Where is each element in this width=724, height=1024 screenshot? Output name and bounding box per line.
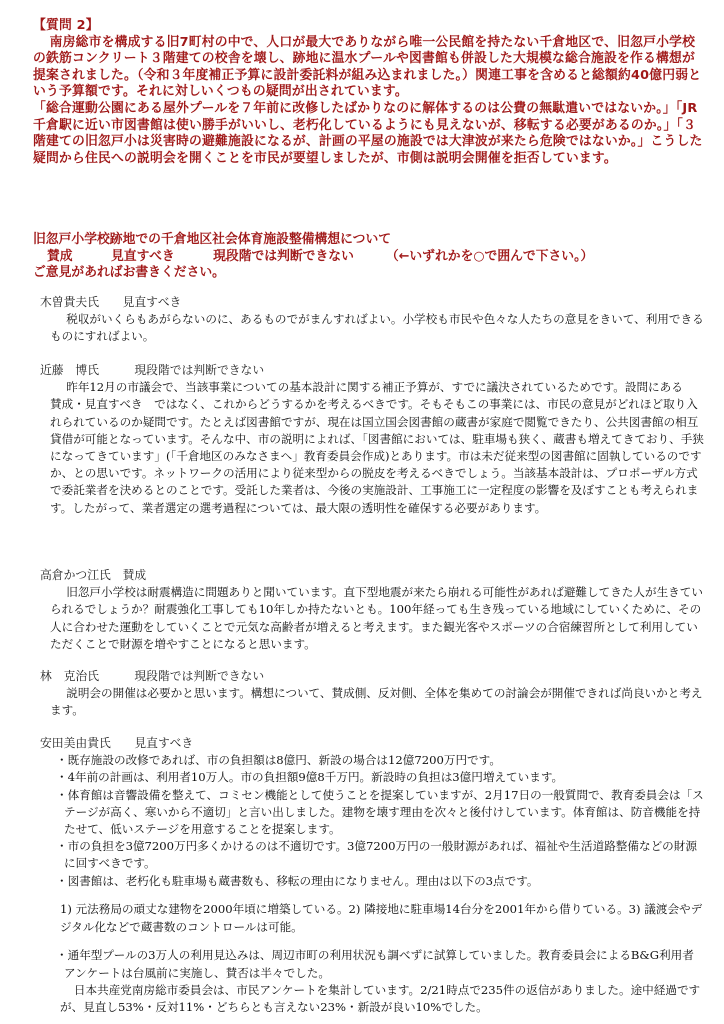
- question-paragraph-1: 南房総市を構成する旧7町村の中で、人口が最大でありながら唯一公民館を持たない千倉地区で、旧忽戸小学校の鉄筋コンクリート３階建ての校舎を壊し、跡地に温水プールや図書館も併設した大規模な総合施設を作る構想が提案されました。（令和３年度補正予算に設計委託料が組み込まれました。）関連工事を含めると総額約40億円弱という予算額です。それに対しいくつもの疑問が出されています。: [33, 34, 702, 100]
- list-item: ・ 図書館は、老朽化も駐車場も蔵書数も、移転の理由になりません。理由は以下の3点です。: [56, 873, 705, 890]
- list-item: ・ 通年型プールの3万人の利用見込みは、周辺市町の利用状況も調べずに試算していました。教育委員会によるB&G利用者アンケートは台風前に実施し、賛否は半々でした。: [56, 947, 705, 981]
- yasuda-bullet-list-2: [40, 947, 705, 981]
- list-item: ・ 市の負担を3億7200万円多くかけるのは不適切です。3億7200万円の一般財源があれば、福祉や生活道路整備などの財源に回すべきです。: [56, 838, 705, 872]
- survey-prompt: ご意見があればお書きください。: [33, 265, 225, 281]
- question-heading: 【質問 2】: [33, 18, 99, 33]
- question-section: [33, 18, 703, 167]
- yasuda-bullet-list: [40, 752, 705, 890]
- survey-title: 旧忽戸小学校跡地での千倉地区社会体育施設整備構想について: [33, 232, 392, 247]
- survey-options: 賛成 見直すべき 現段階では判断できない （←いずれかを○で囲んで下さい。）: [47, 248, 594, 264]
- respondent-name: 近藤 博氏 現段階では判断できない: [40, 363, 265, 377]
- respondent-name: 高倉かつ江氏 賛成: [40, 568, 147, 582]
- response-hayashi: [40, 668, 705, 720]
- response-kondo: [40, 362, 705, 517]
- response-takakura: [40, 567, 705, 653]
- response-yasuda: [40, 735, 705, 1016]
- survey-section: [33, 232, 703, 282]
- respondent-name: 安田美由貴氏 見直すべき: [40, 736, 194, 750]
- list-item: ・ 4年前の計画は、利用者10万人。市の負担額9億8千万円。新設時の負担は3億円増えています。: [56, 769, 705, 786]
- list-item: ・ 体育館は音響設備を整えて、コミセン機能として使うことを提案していますが、2月17日の一般質問で、教育委員会は「ステージが高く、寒いから不適切」と言い出しました。建物を壊す理由を次々と後付けしています。体育館は、防音機能を持たせて、低いステージを用意することを提案します。: [56, 787, 705, 839]
- list-item: ・ 既存施設の改修であれば、市の負担額は8億円、新設の場合は12億7200万円です。: [56, 752, 705, 769]
- question-paragraph-2: 「総合運動公園にある屋外プールを７年前に改修したばかりなのに解体するのは公費の無駄遣いではないか。」「JR千倉駅に近い市図書館は使い勝手がいいし、老朽化しているようにも見えないが、移転する必要があるのか。」「３階建ての旧忽戸小は災害時の避難施設になるが、計画の平屋の施設では大津波が来たら危険ではないか。」こうした疑問から住民への説明会を開くことを市民が要望しましたが、市側は説明会開催を拒否しています。: [33, 100, 703, 166]
- respondent-name: 林 克治氏 現段階では判断できない: [40, 669, 265, 683]
- response-body: 旧忽戸小学校は耐震構造に問題ありと聞いています。直下型地震が来たら崩れる可能性があれば避難してきた人が生きていられるでしょうか？耐震強化工事しても10年しか持たないとも。100年経っても生き残っている地域にしていくために、その人に合わせた運動をしていくことで元気な高齢者が増えると考えます。また観光客やスポーツの合宿練習所として利用していただくことで財源を増やすことになると思います。: [50, 585, 703, 651]
- response-kiso: [40, 294, 705, 346]
- response-body: 説明会の開催は必要かと思います。構想について、賛成側、反対側、全体を集めての討論会が開催できれば尚良いかと考えます。: [50, 686, 703, 718]
- response-body: 昨年12月の市議会で、当該事業についての基本設計に関する補正予算が、すでに議決されているためです。設問にある 賛成・見直すべき ではなく、これからどうするかを考えるべきです。そもそもこの事業には、市民の意見がどれほど取り入れられているのか疑問です。たとえば図書館ですが、現在は国立国会図書館の蔵書が家庭で閲覧できたり、公共図書館の相互貸借が可能となっています。そんな中、市の説明によれば、「図書館においては、駐車場も狭く、蔵書も増えてきており、手狭になってきています」(「千倉地区のみなさまへ」教育委員会作成)とあります。市は未だ従来型の図書館に固執しているのですか、との思いです。ネットワークの活用により従来型からの脱皮を考えるべきでしょう。当該基本設計は、プロポーザル方式で委託業者を決めるとのことです。受託した業者は、今後の実施設計、工事施工に一定程度の影響を及ぼすことも考えられます。したがって、業者選定の選考過程については、最大限の透明性を確保する必要があります。: [50, 380, 704, 515]
- survey-result-note: 日本共産党南房総市委員会は、市民アンケートを集計しています。2/21時点で235件の返信がありました。途中経過ですが、見直し53%・反対11%・どちらとも言えない23%・新設が良い10%でした。: [60, 982, 701, 1015]
- library-reasons: 1) 元法務局の頑丈な建物を2000年頃に増築している。2) 隣接地に駐車場14台分を2001年から借りている。3) 議渡会やデジタル化などで蔵書数のコントロールは可能。: [60, 902, 703, 934]
- respondent-name: 木曽貴夫氏 見直すべき: [40, 295, 182, 309]
- response-body: 税収がいくらもあがらないのに、あるものでがまんすればよい。小学校も市民や色々な人たちの意見をきいて、利用できるものにすればよい。: [50, 312, 704, 344]
